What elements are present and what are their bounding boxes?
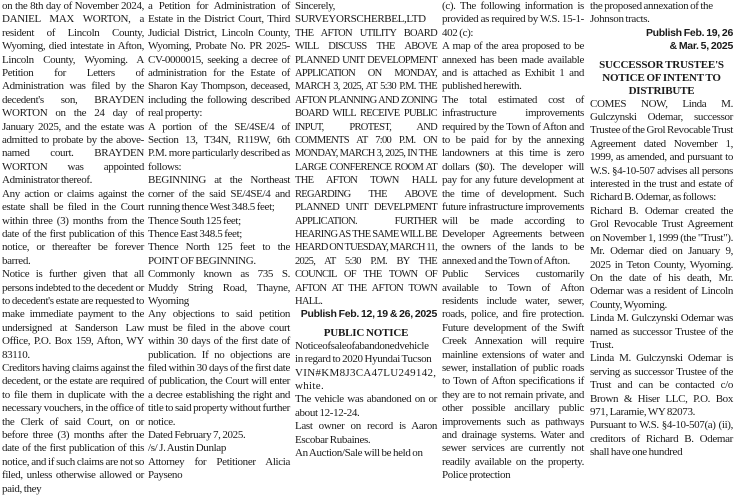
notice-paragraph: Creditors having claims against the decedent, or the estate are required to file them in duplicate with the necessary vouchers, in the office of the Clerk of said Court, on or before three (3) months after the date of the first publication of this notice, and if such claims are not so filed, unless otherwise allowed or paid, they	[2, 361, 144, 495]
publish-dates: & Mar. 5, 2025	[669, 40, 733, 53]
notice-paragraph: a Petition for Administration of Estate in the District Court, Third Judicial District, Lincoln County, Wyoming, Probate No. PR 2025-CV-0000015, seeking a decree of administration for the Estate of Sharon Kay Thompson, deceased, including the following described real property:	[148, 0, 290, 120]
hearing-notice: THE AFTON UTILITY BOARD WILL DISCUSS THE ABOVE PLANNED UNIT DEVELOPMENT APPLICATION ON MONDAY, MARCH 3, 2025, AT 5:30 P.M. THE AFTON PLANNING AND ZONING BOARD WILL RECEIVE PUBLIC INPUT, PROTEST, AND COMMENTS AT 7:00 P.M. ON MONDAY, MARCH 3, 2025, IN THE LARGE CONFERENCE ROOM AT THE AFTON TOWN HALL REGARDING THE ABOVE PLANNED UNIT DEVELPMENT APPLICATION. FURTHER HEARING AS THE SAME WILL BE HEARD ON TUESDAY, MARCH 11, 2025, AT 5:30 P.M. BY THE COUNCIL OF THE TOWN OF AFTON AT THE AFTON TOWN HALL.	[295, 27, 437, 307]
notice-paragraph: A portion of the SE/4SE/4 of Section 13, T34N, R119W, 6th P.M. more particularly described as follows:	[148, 120, 290, 173]
notice-paragraph: Notice is further given that all persons indebted to the decedent or to decedent's estate are requested to make immediate payment to the undersigned at Sanderson Law Office, P.O. Box 159, Afton, WY 83110.	[2, 268, 144, 361]
notice-paragraph: The vehicle was abandoned on or about 12-12-24.	[295, 393, 437, 419]
legal-notice-column-4	[442, 0, 584, 483]
notice-paragraph: Thence East 348.5 feet;	[148, 227, 242, 240]
vehicle-vin: VIN#KM8J3CA47LU249142, white.	[295, 366, 437, 392]
sign-off: Sincerely,	[295, 0, 336, 12]
notice-paragraph: Thence North 125 feet to the POINT OF BEGINNING.	[148, 241, 290, 267]
notice-paragraph: An Auction/Sale will be held on	[295, 447, 423, 459]
signer-company: SURVEYORSCHERBEL,LTD	[295, 13, 426, 26]
legal-notice-column-1	[2, 0, 144, 496]
notice-heading: PUBLIC NOTICE	[323, 326, 409, 339]
publish-dates: Publish Feb. 19, 26	[645, 26, 733, 39]
notice-paragraph: A map of the area proposed to be annexed has been made available and is attached as Exhibit 1 and published herewith.	[442, 40, 584, 93]
notice-paragraph: Richard B. Odemar created the Grol Revocable Trust Agreement on November 1, 1999 (the "Trust"). Mr. Odemar died on January 9, 2025 in Teton County, Wyoming. On the date of his death, Mr. Odemar was a resident of Lincoln County, Wyoming.	[590, 204, 733, 311]
notice-paragraph: Linda M. Gulczynski Odemar was named as successor Trustee of the Trust.	[590, 312, 733, 351]
notice-paragraph: Dated February 7, 2025.	[148, 429, 246, 441]
notice-paragraph: Linda M. Gulczynski Odemar is serving as successor Trustee of the Trust and can be contacted c/o Brown & Hiser LLC, P.O. Box 971, Laramie, WY 82073.	[590, 352, 733, 418]
notice-paragraph: Attorney for Petitioner Alicia Payseno	[148, 455, 290, 482]
notice-paragraph: the proposed annexation of the Johnson tracts.	[590, 0, 713, 26]
notice-paragraph: COMES NOW, Linda M. Gulczynski Odemar, successor Trustee of the Grol Revocable Trust Agreement dated November 1, 1999, as amended, and pursuant to W.S. §4-10-507 advises all persons interested in the trust and estate of Richard B. Odemar, as follows:	[590, 97, 733, 204]
notice-paragraph: The total estimated cost of infrastructure improvements required by the Town of Afton and to be paid for by the annexing landowners at this time is zero dollars ($0). The developer will pay for any future development at the time of development. Such future infrastructure improvements will be made according to Developer Agreements between the owners of the lands to be annexed and the Town of Afton.	[442, 93, 584, 267]
notice-heading: SUCCESSOR TRUSTEE'S	[599, 58, 724, 71]
notice-paragraph: Any action or claims against the estate shall be filed in the Court within three (3) months from the date of the first publication of this notice, or thereafter be forever barred.	[2, 187, 144, 267]
notice-paragraph: Pursuant to W.S. §4-10-507(a) (ii), creditors of Richard B. Odemar shall have one hundred	[590, 419, 733, 459]
legal-notice-column-3	[295, 0, 437, 460]
legal-notice-column-2	[148, 0, 290, 483]
notice-heading: DISTRIBUTE	[628, 84, 695, 97]
notice-heading: NOTICE OF INTENT TO	[602, 71, 721, 84]
notice-paragraph: (c). The following information is provided as required by W.S. 15-1-402 (c):	[442, 0, 584, 39]
notice-paragraph: Commonly known as 735 S. Muddy String Road, Thayne, Wyoming	[148, 268, 290, 307]
notice-paragraph: Thence South 125 feet;	[148, 214, 241, 227]
notice-paragraph: Noticeofsaleofabandonedvehicle in regard to 2020 Hyundai Tucson	[295, 339, 432, 366]
publish-dates: Publish Feb. 12, 19 & 26, 2025	[300, 308, 437, 321]
notice-paragraph: Any objections to said petition must be filed in the above court within 30 days of the first date of publication. If no objections are filed within 30 days of the first date of publication, the Court will enter a decree establishing the right and title to said property without further notice.	[148, 308, 290, 428]
notice-paragraph: on the 8th day of November 2024, DANIEL MAX WORTON, a resident of Lincoln County, Wyoming, died intestate in Afton, Lincoln County, Wyoming. A Petition for Letters of Administration was filed by the decedent's son, BRAYDEN WORTON on the 24 day of January 2025, and the estate was admitted to probate by the above- named court. BRAYDEN WORTON was appointed Administrator thereof.	[2, 0, 144, 187]
notice-paragraph: BEGINNING at the Northeast corner of the said SE/4SE/4 and running thence West 348.5 feet;	[148, 174, 290, 214]
notice-paragraph: Public Services customarily available to Town of Afton residents include water, sewer, roads, police, and fire protection. Future development of the Swift Creek Annexation will require mainline extensions of water and sewer, installation of public roads to Town of Afton specifications if they are to not remain private, and other possible ancillary public improvements such as pathways and drainage systems. Water and sewer services are currently not readily available on the property. Police protection	[442, 268, 584, 482]
legal-notice-column-5	[590, 0, 733, 460]
notice-paragraph: Last owner on record is Aaron Escobar Rubaines.	[295, 420, 437, 446]
notice-paragraph: /s/ J. Austin Dunlap	[148, 442, 226, 455]
